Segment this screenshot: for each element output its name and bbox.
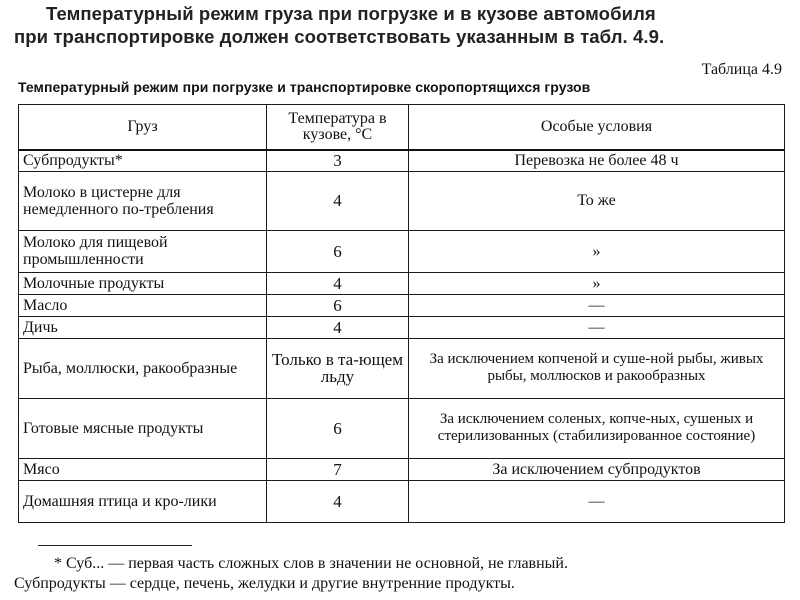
cell-cargo: Рыба, моллюски, ракообразные (19, 338, 267, 398)
table-number-label: Таблица 4.9 (701, 61, 782, 78)
cell-conditions: — (409, 480, 785, 522)
cell-conditions: То же (409, 171, 785, 230)
cell-cargo: Молоко для пищевой промышленности (19, 230, 267, 272)
cell-temperature: 4 (267, 480, 409, 522)
table-header-row (19, 105, 785, 151)
cell-temperature: 4 (267, 316, 409, 338)
footnote (14, 554, 786, 594)
header-temperature: Температура в кузове, °С (267, 105, 409, 151)
cell-temperature: 6 (267, 230, 409, 272)
temperature-table (18, 104, 785, 523)
cell-temperature: 6 (267, 294, 409, 316)
cell-temperature: 7 (267, 458, 409, 480)
cell-temperature: 4 (267, 272, 409, 294)
footnote-line-2: Субпродукты — сердце, печень, желудки и другие внутренние продукты. (14, 575, 515, 592)
cell-cargo: Молочные продукты (19, 272, 267, 294)
cell-conditions: За исключением копченой и суше-ной рыбы, живых рыбы, моллюсков и ракообразных (409, 338, 785, 398)
cell-cargo: Мясо (19, 458, 267, 480)
cell-conditions: Перевозка не более 48 ч (409, 150, 785, 171)
cell-cargo: Готовые мясные продукты (19, 398, 267, 458)
table-row (19, 272, 785, 294)
cell-temperature: 6 (267, 398, 409, 458)
table-row (19, 316, 785, 338)
cell-temperature: 4 (267, 171, 409, 230)
cell-conditions: » (409, 272, 785, 294)
table-row (19, 480, 785, 522)
table-row (19, 230, 785, 272)
cell-conditions: За исключением субпродуктов (409, 458, 785, 480)
cell-conditions: — (409, 316, 785, 338)
cell-cargo: Дичь (19, 316, 267, 338)
intro-line-2: при транспортировке должен соответствовать указанным в табл. 4.9. (14, 26, 665, 47)
header-cargo: Груз (19, 105, 267, 151)
table-title: Температурный режим при погрузке и транспортировке скоропортящихся грузов (18, 79, 591, 95)
cell-conditions: За исключением соленых, копче-ных, сушеных и стерилизованных (стабилизированное состояние) (409, 398, 785, 458)
table-row (19, 338, 785, 398)
intro-paragraph (14, 2, 786, 48)
cell-cargo: Субпродукты* (19, 150, 267, 171)
cell-conditions: » (409, 230, 785, 272)
cell-temperature: 3 (267, 150, 409, 171)
table-row (19, 171, 785, 230)
cell-cargo: Домашняя птица и кро-лики (19, 480, 267, 522)
cell-cargo: Масло (19, 294, 267, 316)
header-conditions: Особые условия (409, 105, 785, 151)
intro-line-1: Температурный режим груза при погрузке и в кузове автомобиля (46, 3, 656, 24)
table-row (19, 398, 785, 458)
table-row (19, 294, 785, 316)
cell-cargo: Молоко в цистерне для немедленного по-требления (19, 171, 267, 230)
cell-conditions: — (409, 294, 785, 316)
table-row (19, 458, 785, 480)
footnote-divider (38, 545, 192, 546)
footnote-line-1: * Суб... — первая часть сложных слов в значении не основной, не главный. (54, 555, 568, 572)
table-row (19, 150, 785, 171)
cell-temperature: Только в та-ющем льду (267, 338, 409, 398)
